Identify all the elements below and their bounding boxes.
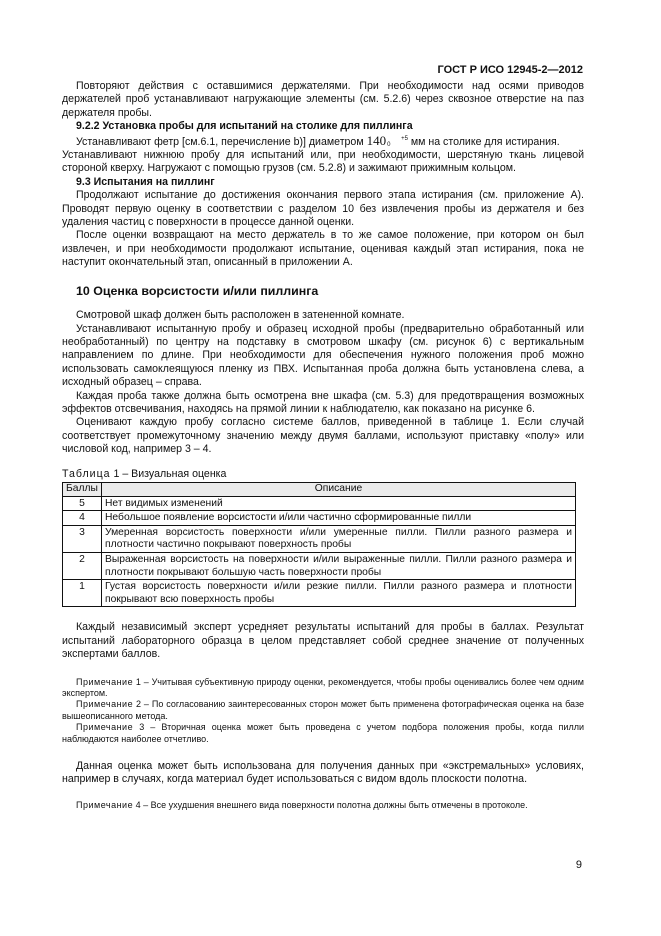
note-4: [62, 800, 584, 811]
paragraph-lower-sample: Устанавливают нижнюю пробу для испытаний или, при необходимости, шерстяную ткань лицевой стороной кверху. Нагружают с помощью грузов (см. 5.2.8) и зажимают прижимным кольцом.: [62, 149, 584, 175]
note-label: Примечание: [76, 676, 134, 687]
paragraph-expert-average: Каждый независимый эксперт усредняет результаты испытаний для пробы в баллах. Результат испытаний лабораторного образца в целом представляет собой среднее значение от полученных экспертами баллов.: [62, 621, 584, 661]
description-cell: Густая ворсистость поверхности и/или резкие пилли. Пилли разного размера и плотности покрывают всю поверхность пробы: [102, 580, 576, 607]
page-number: 9: [575, 859, 582, 871]
heading-9-3: 9.3 Испытания на пиллинг: [76, 175, 215, 188]
heading-9-2-2: 9.2.2 Установка пробы для испытаний на столике для пиллинга: [76, 120, 413, 133]
visual-assessment-table: [62, 482, 576, 607]
notes-block: [62, 677, 584, 745]
table-row: [63, 580, 576, 607]
table-row: [63, 552, 576, 579]
paragraph-extreme-conditions: Данная оценка может быть использована для получения данных при «экстремальных» условиях, например в случаях, когда материал будет использоваться с видом вдоль плоскости полотна.: [62, 759, 584, 786]
column-header-score: Баллы: [63, 482, 102, 496]
felt-text-a: Устанавливают фетр [см.6.1, перечисление b)] диаметром: [76, 135, 364, 148]
table-row: [63, 496, 576, 511]
paragraph-repeat-actions: Повторяют действия с оставшимися держателями. При необходимости над осями приводов держателей проб устанавливают нагружающие элементы (см. 5.2.6) через сквозное отверстие на паз держателя пробы.: [62, 80, 584, 119]
table-caption: [62, 468, 584, 481]
score-cell: 5: [63, 496, 102, 511]
table-header-row: [63, 482, 576, 496]
note-text: 4 – Все ухудшения внешнего вида поверхности полотна должны быть отмечены в протоколе.: [135, 799, 528, 810]
felt-diameter-value: 140: [366, 132, 387, 148]
description-cell: Нет видимых изменений: [102, 496, 576, 511]
note-label: Примечание: [76, 722, 134, 733]
tolerance-lower: 0: [387, 141, 391, 148]
paragraph-return-holder: После оценки возвращают на место держатель в то же самое положение, при котором он был извлечен, и при необходимости продолжают испытание, оценивая каждый этап истирания, пока не наступит окончательный этап, описанный в приложении А.: [62, 229, 584, 269]
note-text: 2 – По согласованию заинтересованных сторон может быть применена фотографическая оценка на базе вышеописанного метода.: [62, 699, 584, 721]
felt-text-b: мм на столике для истирания.: [410, 135, 560, 148]
score-cell: 3: [63, 525, 102, 552]
note-1: [62, 677, 584, 700]
note-text: 1 – Учитывая субъективную природу оценки, рекомендуется, чтобы пробы оценивались более чем одним экспертом.: [62, 676, 584, 698]
paragraph-felt-diameter: [62, 134, 584, 149]
score-cell: 1: [63, 580, 102, 607]
paragraph-mount-samples: Устанавливают испытанную пробу и образец исходной пробы (предварительно обработанный или необработанный) по центру на подставку в смотровом шкафу (см. рисунок 6) с вертикальным направлением по длине. При необходимости для обеспечения нужного положения проб можно использовать самоклеящуюся пленку из ПВХ. Испытанная проба должна быть установлена слева, а исходный образец – справа.: [62, 322, 584, 389]
paragraph-viewing-cabinet: Смотровой шкаф должен быть расположен в затененной комнате.: [76, 309, 405, 322]
note-text: 3 – Вторичная оценка может быть проведена с учетом подбора положения пробы, когда пилли наблюдаются наиболее отчетливо.: [62, 722, 584, 744]
note-3: [62, 722, 584, 745]
table-row: [63, 511, 576, 526]
score-cell: 2: [63, 552, 102, 579]
description-cell: Умеренная ворсистость поверхности и/или умеренные пилли. Пилли разного размера и плотности частично покрывают поверхность пробы: [102, 525, 576, 552]
table-caption-label: Таблица: [62, 467, 111, 480]
document-body: [62, 80, 584, 811]
description-cell: Выраженная ворсистость на поверхности и/или выраженные пилли. Пилли разного размера и плотности покрывают большую часть поверхности пробы: [102, 552, 576, 579]
note-label: Примечание: [76, 699, 134, 710]
heading-section-10: 10 Оценка ворсистости и/или пиллинга: [76, 283, 319, 298]
felt-diameter-tolerance: [387, 136, 408, 148]
paragraph-outside-cabinet: Каждая проба также должна быть осмотрена вне шкафа (см. 5.3) для предотвращения возможных эффектов отсвечивания, находясь на прямой линии к наблюдателю, как показано на рисунке 6.: [62, 389, 584, 415]
table-row: [63, 525, 576, 552]
document-header: ГОСТ Р ИСО 12945-2—2012: [437, 64, 583, 76]
column-header-description: Описание: [102, 482, 576, 496]
score-cell: 4: [63, 511, 102, 526]
description-cell: Небольшое появление ворсистости и/или частично сформированные пилли: [102, 511, 576, 526]
table-caption-text: 1 – Визуальная оценка: [113, 467, 227, 480]
paragraph-score-system: Оценивают каждую пробу согласно системе баллов, приведенной в таблице 1. Если случай соответствует промежуточному значению между двумя баллами, используют приставку «полу» или числовой код, например 3 – 4.: [62, 416, 584, 456]
tolerance-upper: +5: [401, 135, 408, 142]
paragraph-continue-test: Продолжают испытание до достижения окончания первого этапа истирания (см. приложение А). Проводят первую оценку в соответствии с разделом 10 без извлечения пробы из держателя и без удаления частиц с поверхности в процессе данной оценки.: [62, 189, 584, 229]
note-label: Примечание: [76, 799, 134, 810]
note-2: [62, 699, 584, 722]
